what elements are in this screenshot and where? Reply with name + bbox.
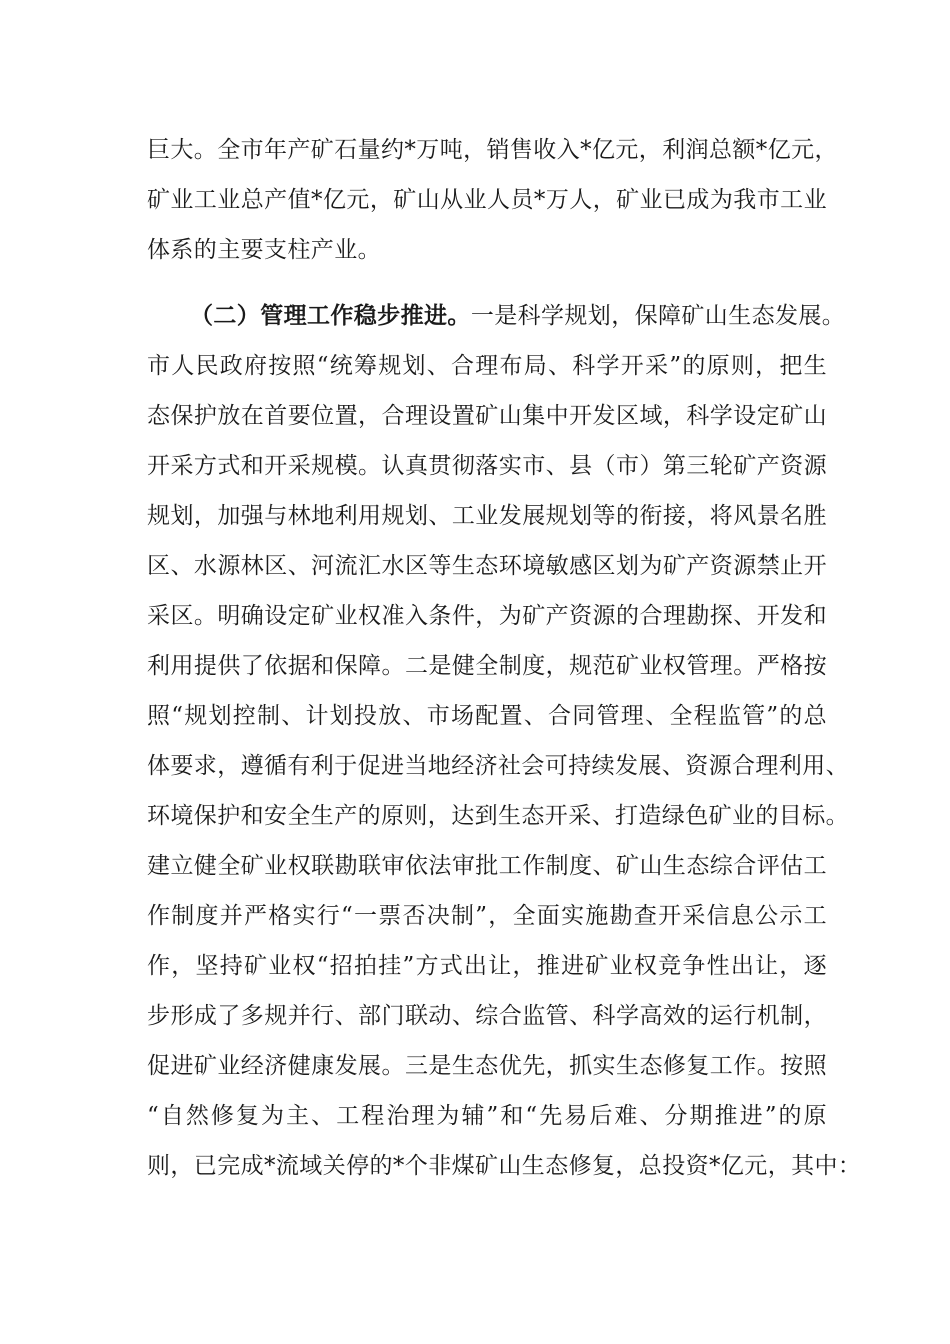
paragraph-line: 建立健全矿业权联勘联审依法审批工作制度、矿山生态综合评估工 bbox=[147, 853, 827, 879]
section-heading: （二）管理工作稳步推进。 bbox=[190, 302, 471, 329]
paragraph-line: 市人民政府按照“统筹规划、合理布局、科学开采”的原则，把生 bbox=[147, 353, 827, 379]
paragraph-line: 作制度并严格实行“一票否决制”，全面实施勘查开采信息公示工 bbox=[147, 903, 827, 929]
paragraph-line: 环境保护和安全生产的原则，达到生态开采、打造绿色矿业的目标。 bbox=[147, 803, 849, 829]
paragraph-line: 则，已完成*流域关停的*个非煤矿山生态修复，总投资*亿元，其中： bbox=[147, 1153, 862, 1179]
paragraph-line: 体系的主要支柱产业。 bbox=[147, 237, 381, 263]
paragraph-line: 规划，加强与林地利用规划、工业发展规划等的衔接，将风景名胜 bbox=[147, 503, 827, 529]
paragraph-line: 体要求，遵循有利于促进当地经济社会可持续发展、资源合理利用、 bbox=[147, 753, 849, 779]
section-heading-line bbox=[190, 298, 846, 334]
paragraph-line: 采区。明确设定矿业权准入条件，为矿产资源的合理勘探、开发和 bbox=[147, 603, 827, 629]
paragraph-line: “自然修复为主、工程治理为辅”和“先易后难、分期推进”的原 bbox=[147, 1103, 827, 1129]
heading-line-text: 一是科学规划，保障矿山生态发展。 bbox=[470, 303, 846, 329]
paragraph-line: 照“规划控制、计划投放、市场配置、合同管理、全程监管”的总 bbox=[147, 703, 827, 729]
paragraph-line: 利用提供了依据和保障。二是健全制度，规范矿业权管理。严格按 bbox=[147, 653, 827, 679]
paragraph-line: 开采方式和开采规模。认真贯彻落实市、县（市）第三轮矿产资源 bbox=[147, 453, 827, 479]
paragraph-line: 态保护放在首要位置，合理设置矿山集中开发区域，科学设定矿山 bbox=[147, 403, 827, 429]
paragraph-line: 促进矿业经济健康发展。三是生态优先，抓实生态修复工作。按照 bbox=[147, 1053, 827, 1079]
paragraph-line: 区、水源林区、河流汇水区等生态环境敏感区划为矿产资源禁止开 bbox=[147, 553, 827, 579]
paragraph-line: 作，坚持矿业权“招拍挂”方式出让，推进矿业权竞争性出让，逐 bbox=[147, 953, 827, 979]
paragraph-line: 步形成了多规并行、部门联动、综合监管、科学高效的运行机制， bbox=[147, 1003, 827, 1029]
paragraph-line: 巨大。全市年产矿石量约*万吨，销售收入*亿元，利润总额*亿元， bbox=[147, 137, 838, 163]
paragraph-line: 矿业工业总产值*亿元，矿山从业人员*万人，矿业已成为我市工业 bbox=[147, 187, 827, 213]
